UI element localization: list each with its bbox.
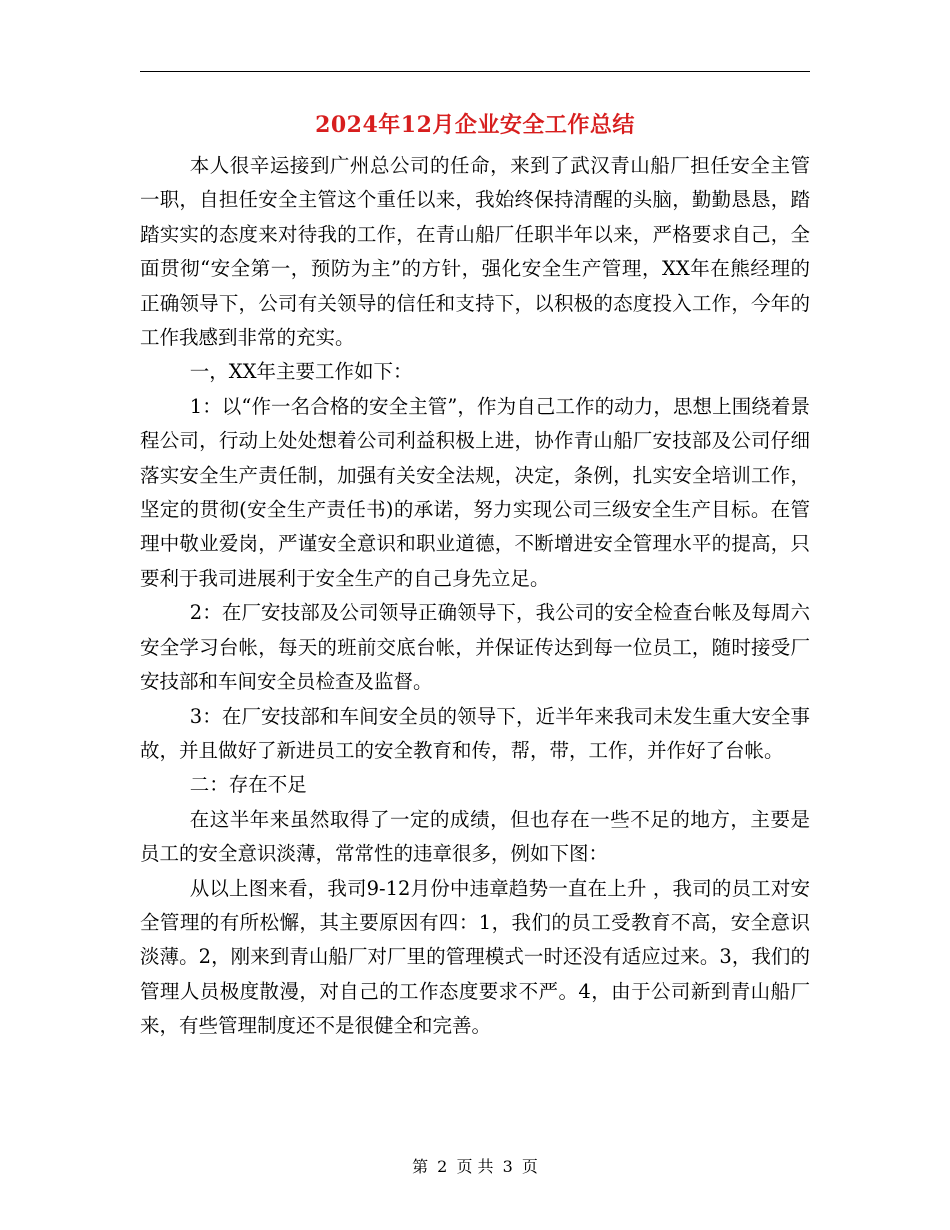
paragraph-shortcomings: 在这半年来虽然取得了一定的成绩，但也存在一些不足的地方，主要是员工的安全意识淡薄，常常性的违章很多，例如下图： [140,807,810,866]
footer-prefix: 第 [412,1157,429,1176]
paragraph-item-2: 2：在厂安技部及公司领导正确领导下，我公司的安全检查台帐及每周六安全学习台帐，每天的班前交底台帐，并保证传达到每一位员工，随时接受厂安技部和车间安全员检查及监督。 [140,601,810,694]
paragraph-intro: 本人很辛运接到广州总公司的任命，来到了武汉青山船厂担任安全主管一职，自担任安全主管这个重任以来，我始终保持清醒的头脑，勤勤恳恳，踏踏实实的态度来对待我的工作，在青山船厂任职半年以来，严格要求自己，全面贯彻“安全第一，预防为主”的方针，强化安全生产管理，XX年在熊经理的正确领导下，公司有关领导的信任和支持下，以积极的态度投入工作，今年的工作我感到非常的充实。 [140,154,810,350]
footer-mid: 页 共 [456,1157,494,1176]
page-title: 2024年12月企业安全工作总结 [315,112,635,138]
footer-suffix: 页 [521,1157,538,1176]
page-footer [0,1154,950,1177]
paragraph-analysis: 从以上图来看，我司9-12月份中违章趋势一直在上升 ，我司的员工对安全管理的有所松懈，其主要原因有四：1，我们的员工受教育不高，安全意识淡薄。2，刚来到青山船厂对厂里的管理模式一时还没有适应过来。3，我们的管理人员极度散漫，对自己的工作态度要求不严。4，由于公司新到青山船厂来，有些管理制度还不是很健全和完善。 [140,876,810,1038]
header-rule [140,71,810,72]
paragraph-item-1: 1：以“作一名合格的安全主管”，作为自己工作的动力，思想上围绕着景程公司，行动上处处想着公司利益积极上进，协作青山船厂安技部及公司仔细落实安全生产责任制，加强有关安全法规，决定，条例，扎实安全培训工作，坚定的贯彻(安全生产责任书)的承诺，努力实现公司三级安全生产目标。在管理中敬业爱岗，严谨安全意识和职业道德，不断增进安全管理水平的提高，只要利于我司进展利于安全生产的自己身先立足。 [140,394,810,590]
footer-current-page: 2 [437,1157,448,1176]
section-heading-main-work: 一，XX年主要工作如下： [189,360,413,384]
document-body [140,149,810,1044]
paragraph-item-3: 3：在厂安技部和车间安全员的领导下，近半年来我司未发生重大安全事故，并且做好了新进员工的安全教育和传，帮，带，工作，并作好了台帐。 [140,704,810,762]
section-heading-shortcomings: 二：存在不足 [189,773,307,797]
footer-total-pages: 3 [502,1157,513,1176]
